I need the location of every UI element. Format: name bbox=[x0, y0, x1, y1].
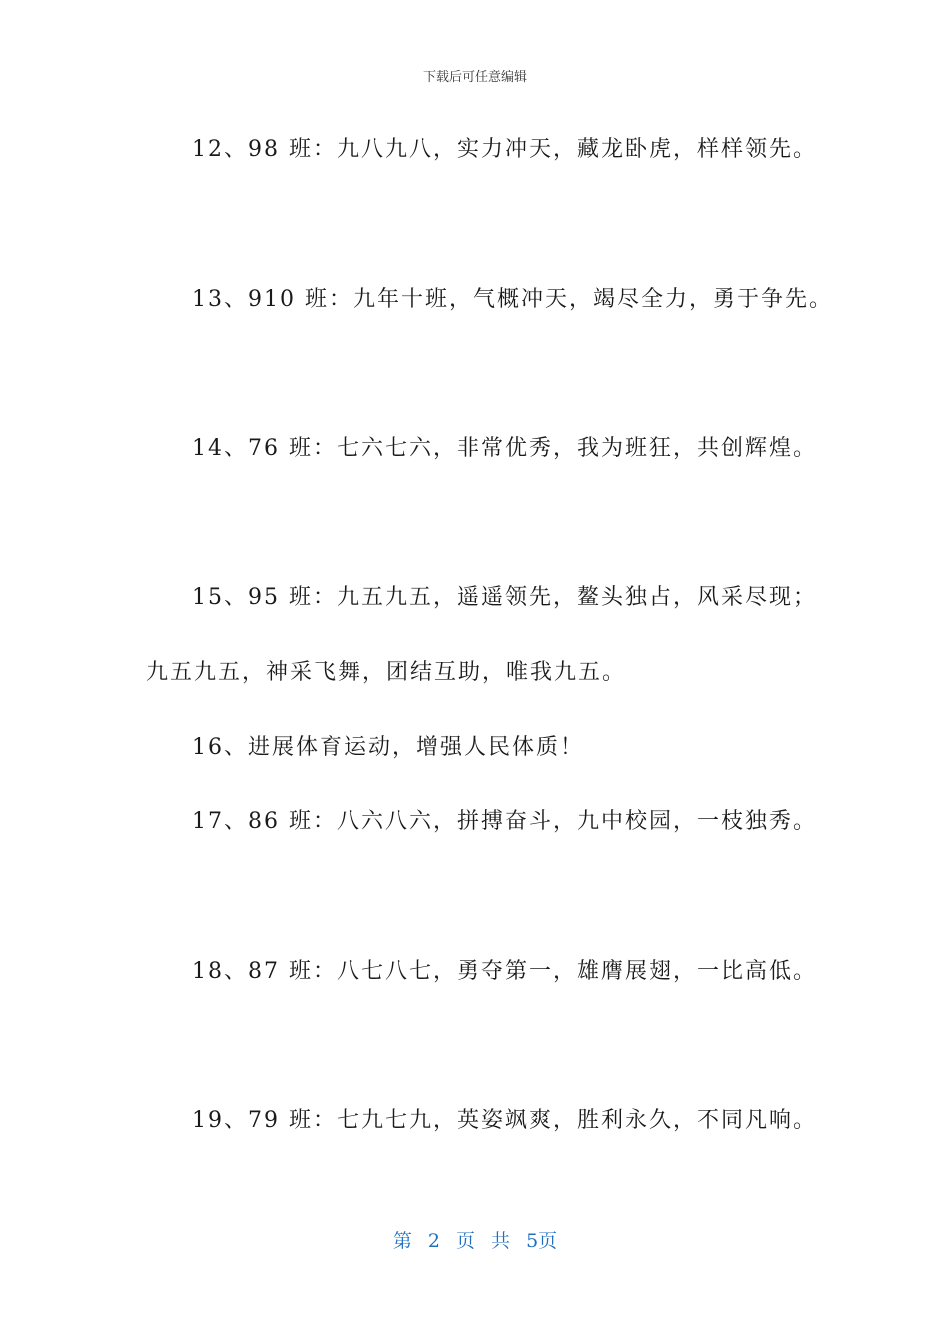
slogan-line-12: 12、98 班：九八九八，实力冲天，藏龙卧虎，样样领先。 bbox=[192, 137, 817, 162]
slogan-line-16: 16、进展体育运动，增强人民体质！ bbox=[192, 735, 584, 760]
slogan-line-19: 19、79 班：七九七九，英姿飒爽，胜利永久，不同凡响。 bbox=[192, 1108, 817, 1133]
slogan-line-18: 18、87 班：八七八七，勇夺第一，雄膺展翅，一比高低。 bbox=[192, 959, 817, 984]
slogan-line-14: 14、76 班：七六七六，非常优秀，我为班狂，共创辉煌。 bbox=[192, 436, 817, 461]
page-header: 下载后可任意编辑 bbox=[422, 70, 527, 85]
slogan-line-15: 15、95 班：九五九五，遥遥领先，鳌头独占，风采尽现； bbox=[192, 585, 817, 610]
page-number-footer: 第 2 页 共 5页 bbox=[392, 1230, 558, 1252]
slogan-line-13: 13、910 班：九年十班，气概冲天，竭尽全力，勇于争先。 bbox=[192, 287, 833, 312]
slogan-line-17: 17、86 班：八六八六，拼搏奋斗，九中校园，一枝独秀。 bbox=[192, 809, 817, 834]
slogan-line-15-continued: 九五九五，神采飞舞，团结互助，唯我九五。 bbox=[146, 660, 627, 685]
